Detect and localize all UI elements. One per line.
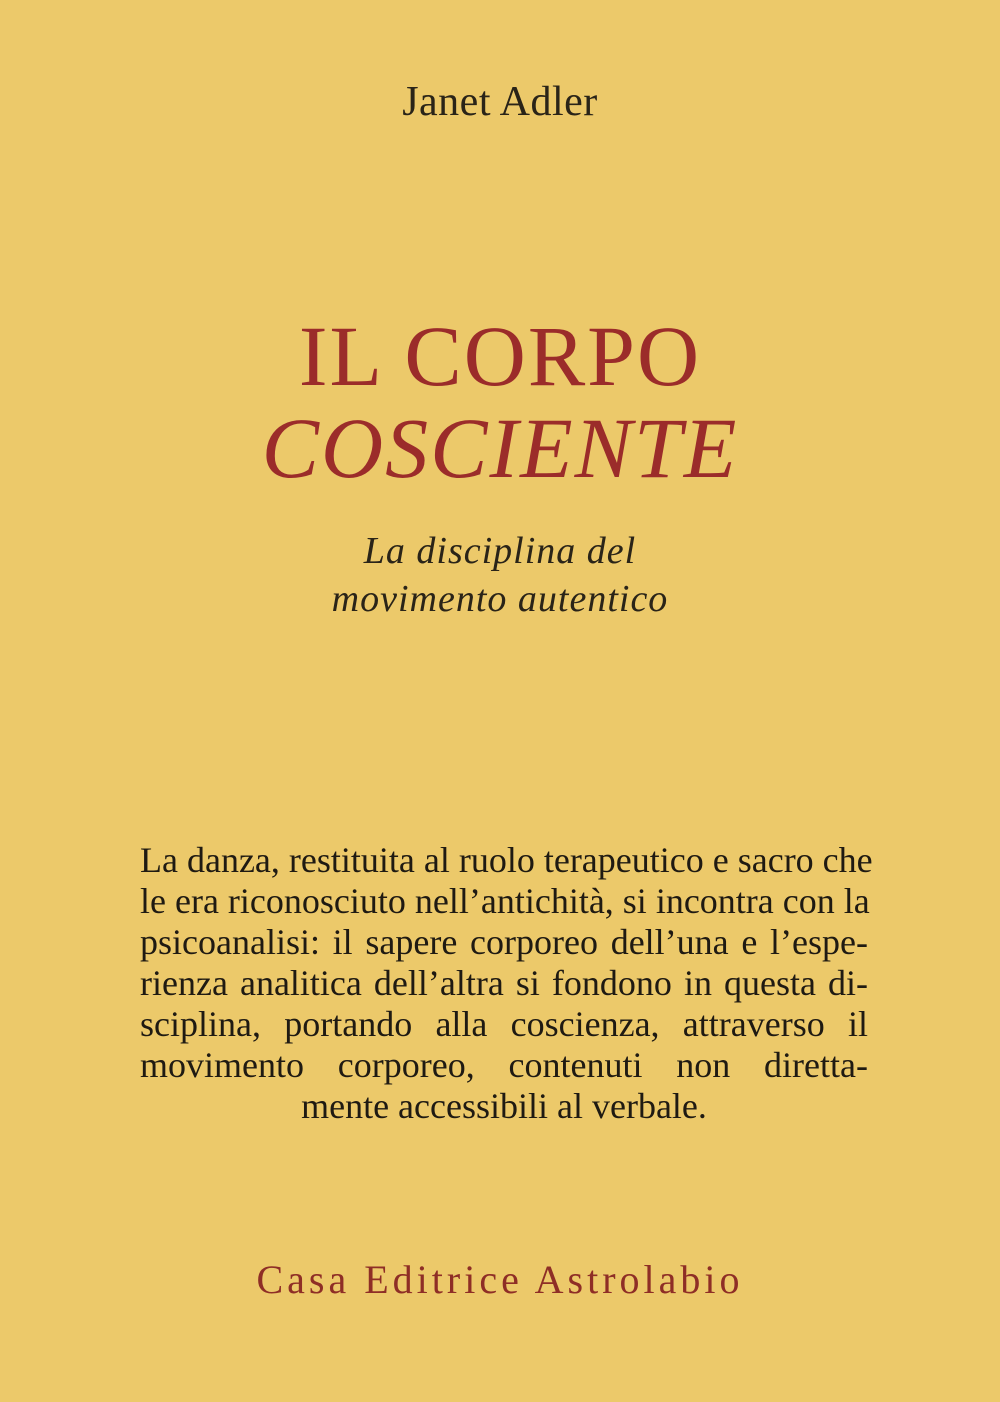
blurb-line: psicoanalisi: il sapere corporeo dell’una e l’espe- bbox=[140, 922, 868, 962]
blurb-text bbox=[140, 840, 873, 1127]
subtitle bbox=[0, 527, 1000, 623]
blurb-line: mente accessibili al verbale. bbox=[301, 1086, 707, 1126]
subtitle-line-2: movimento autentico bbox=[331, 578, 669, 620]
blurb-line: le era riconosciuto nell’antichità, si incontra con la bbox=[140, 881, 870, 921]
title-line-1: IL CORPO bbox=[298, 308, 702, 404]
blurb-line: sciplina, portando alla coscienza, attraverso il bbox=[140, 1004, 868, 1044]
blurb-line: La danza, restituita al ruolo terapeutico e sacro che bbox=[140, 840, 873, 880]
blurb-line: rienza analitica dell’altra si fondono in questa di- bbox=[140, 963, 868, 1003]
publisher-name: Casa Editrice Astrolabio bbox=[256, 1257, 744, 1302]
title-line-2: COSCIENTE bbox=[261, 400, 739, 496]
author-name: Janet Adler bbox=[402, 79, 598, 125]
blurb-line: movimento corporeo, contenuti non diretta- bbox=[140, 1045, 868, 1085]
subtitle-line-1: La disciplina del bbox=[363, 530, 637, 572]
